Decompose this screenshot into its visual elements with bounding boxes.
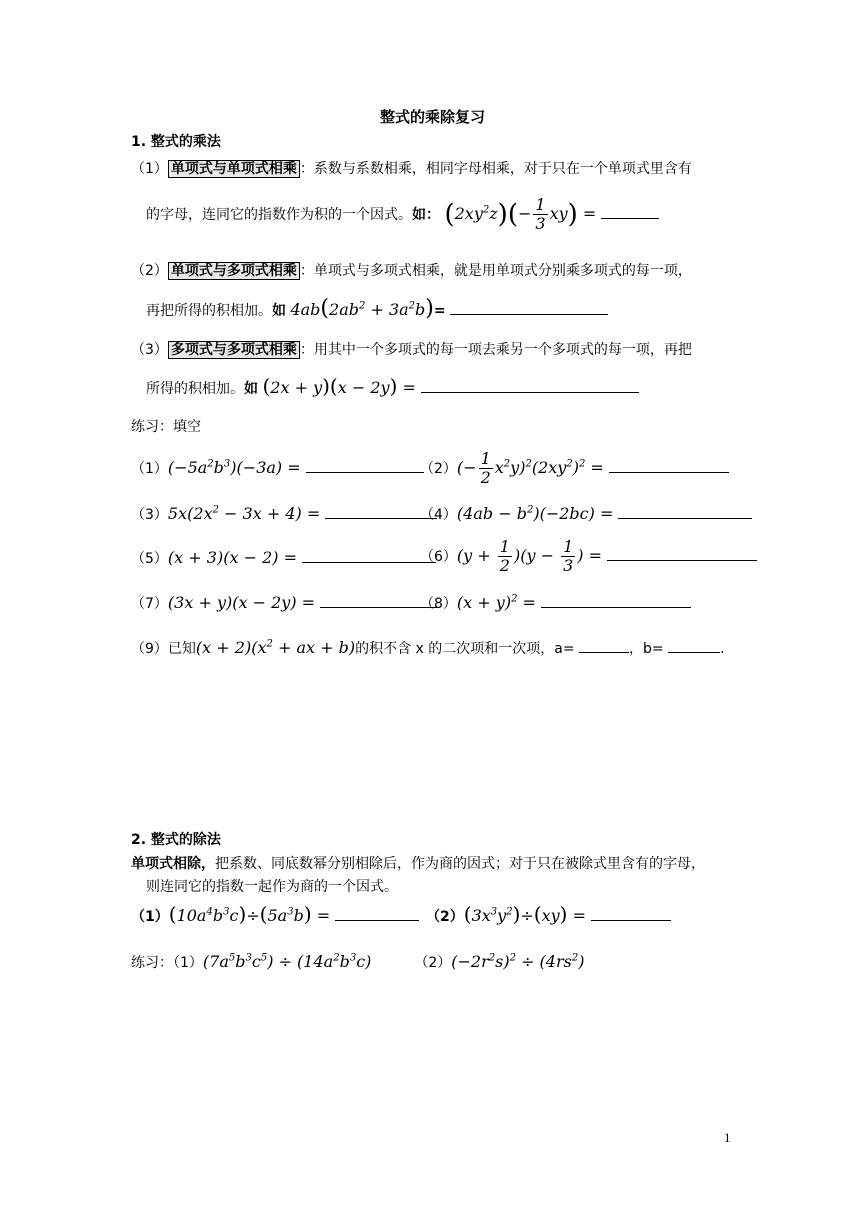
- practice-heading: 练习：填空: [131, 419, 201, 435]
- answer-blank[interactable]: [609, 458, 729, 473]
- division-example-2: $(2)(3x^3y^2)\div(xy)$ =: [426, 902, 671, 926]
- exercise-2: （2）(− $\frac{1}{2}$ $x^2y)^2(2xy^2)^2$ =: [420, 450, 729, 487]
- exercise-6: （6）(y + $\frac{1}{2}$ )(y − $\frac{1}{3}$ ) =: [420, 538, 757, 575]
- answer-blank[interactable]: [591, 906, 671, 921]
- section1-heading: 1. 整式的乘法: [131, 134, 221, 150]
- exercise-5: （5）(x + 3)(x − 2) =: [131, 548, 436, 568]
- exercise-3: $(3)5x(2x^2 - 3x + 4)$ =: [131, 504, 437, 524]
- rule1-line1: （1） 单项式与单项式相乘 ：系数与系数相乘，相同字母相乘，对于只在一个单项式里含有: [131, 161, 692, 177]
- answer-a-blank[interactable]: [579, 638, 629, 653]
- rule3-line1: （3） 多项式与多项式相乘 ：用其中一个多项式的每一项去乘另一个多项式的每一项，再把: [131, 342, 692, 358]
- section2-heading: 2. 整式的除法: [131, 832, 221, 848]
- rule2-line2: 再把所得的积相加。如 $4ab(2ab^2 + 3a^2b)=$: [146, 296, 608, 321]
- rule2-line1: （2） 单项式与多项式相乘 ：单项式与多项式相乘，就是用单项式分别乘多项式的每一项，: [131, 263, 692, 279]
- division-rule-line2: 则连同它的指数一起作为商的一个因式。: [146, 879, 398, 895]
- answer-blank[interactable]: [302, 548, 436, 563]
- rule3-line2: 所得的积相加。如 (2x + y)(x − 2y) =: [146, 374, 639, 398]
- exercise-7: （7）(3x + y)(x − 2y) =: [131, 593, 438, 613]
- answer-blank[interactable]: [306, 458, 424, 473]
- rule1-label: 单项式与单项式相乘: [168, 160, 300, 178]
- division-rule-line1: 单项式相除，把系数、同底数幂分别相除后，作为商的因式；对于只在被除式里含有的字母，: [131, 856, 705, 872]
- exercise-1: $(1)(-5a^2b^3)(-3a)$ =: [131, 458, 424, 478]
- answer-blank[interactable]: [450, 300, 608, 315]
- answer-blank[interactable]: [335, 906, 419, 921]
- exercise-4: $(4)(4ab - b^2)(-2bc)$ =: [420, 504, 752, 524]
- answer-blank[interactable]: [541, 593, 691, 608]
- division-practice: 练习：$(1)(7a^5b^3c^5) \div (14a^2b^3c) (2)(-2r^2s)^2 \div (4rs^2)$: [131, 952, 585, 971]
- division-example-1: $(1)(10a^4b^3c)\div(5a^3b)$ =: [131, 902, 419, 926]
- exercise-8: $(8)(x + y)^2$ =: [420, 593, 691, 613]
- rule1-line2: 的字母，连同它的指数作为积的一个因式。如： $(2xy^2z)(-$ $\frac{1}{3}$ xy) =: [146, 196, 659, 233]
- page-title: 整式的乘除复习: [380, 108, 486, 126]
- answer-blank[interactable]: [601, 204, 659, 219]
- page-number: 1: [724, 1130, 731, 1145]
- answer-blank[interactable]: [607, 546, 757, 561]
- rule3-label: 多项式与多项式相乘: [168, 341, 300, 359]
- exercise-9: （9）已知$(x + 2)(x^2$ + ax + b)的积不含 x 的二次项和一次项，a= ，b= .: [131, 638, 725, 657]
- answer-b-blank[interactable]: [668, 638, 720, 653]
- rule2-label: 单项式与多项式相乘: [168, 262, 300, 280]
- answer-blank[interactable]: [618, 504, 752, 519]
- answer-blank[interactable]: [421, 378, 639, 393]
